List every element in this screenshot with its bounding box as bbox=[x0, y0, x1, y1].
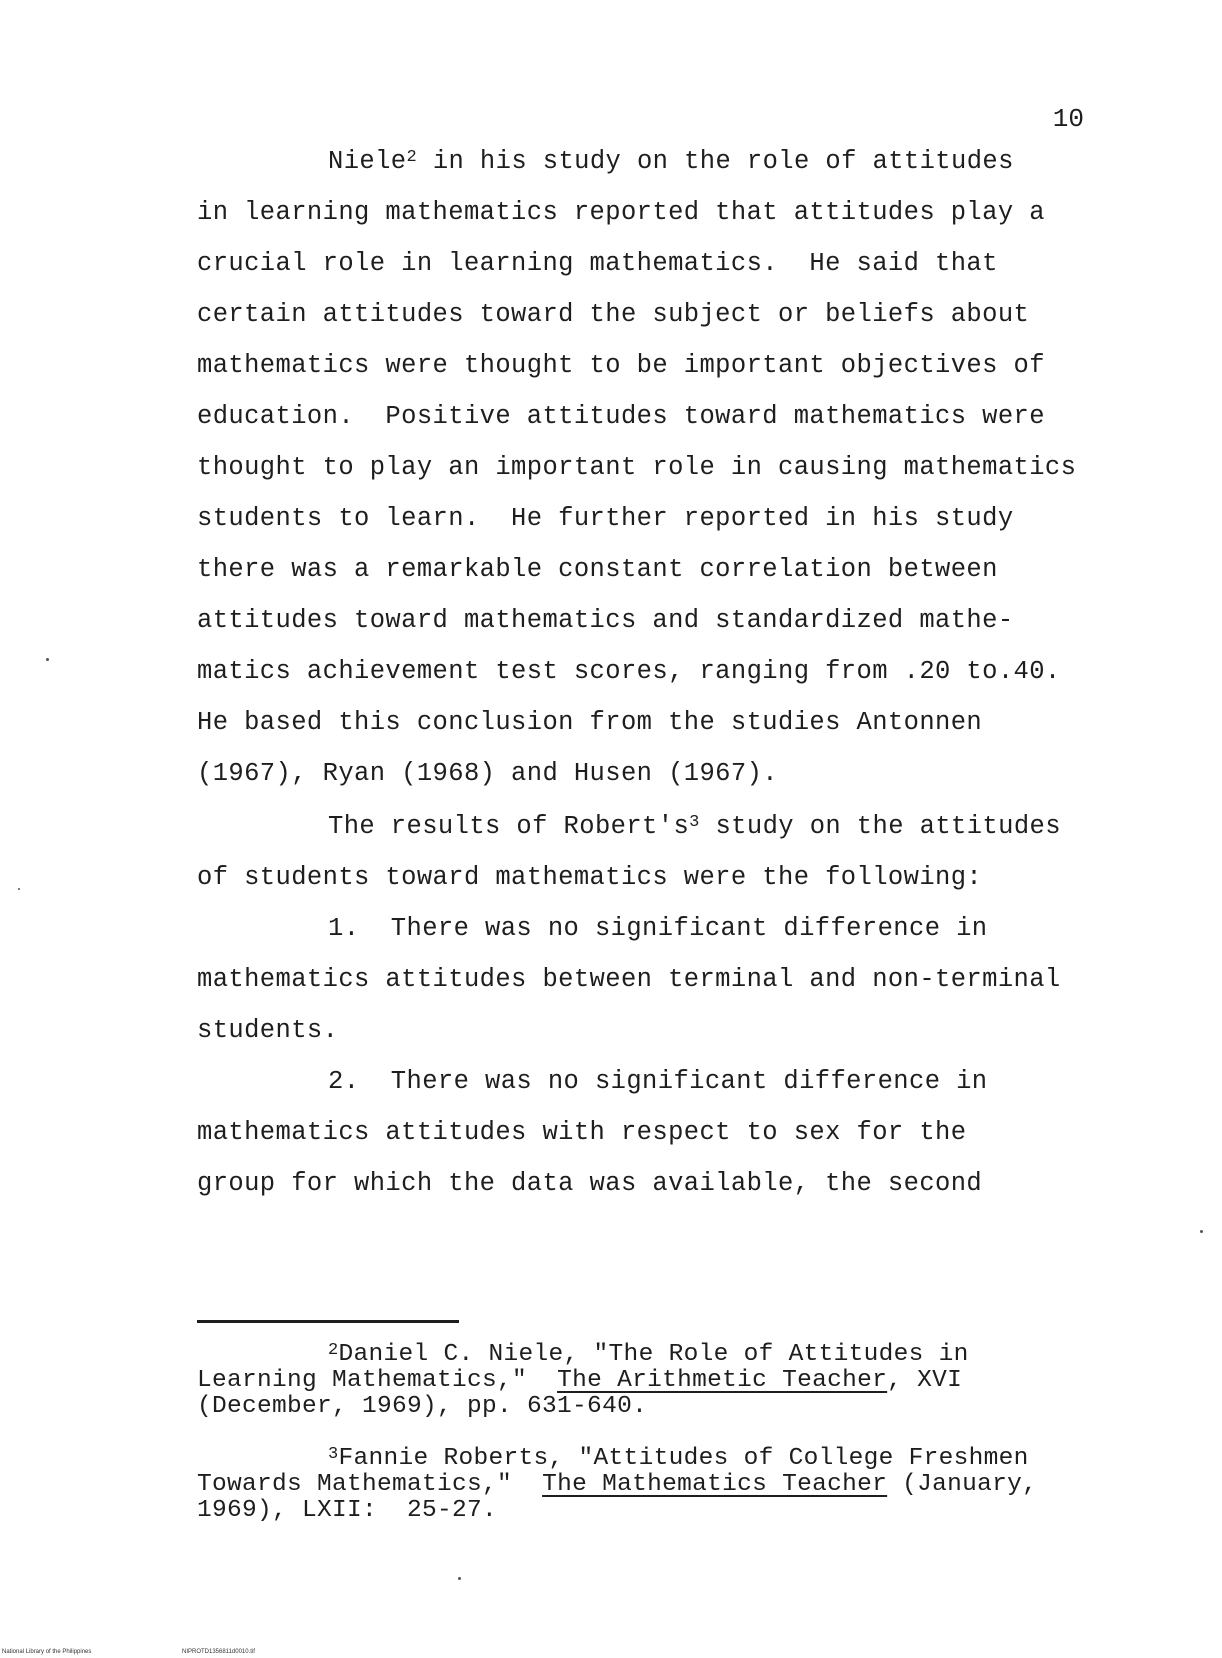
footnote-text: Learning Mathematics," bbox=[197, 1367, 558, 1394]
footnote-line bbox=[197, 1368, 962, 1394]
footnote-line: (December, 1969), pp. 631-640. bbox=[197, 1393, 648, 1420]
body-line: thought to play an important role in causing mathematics bbox=[197, 453, 1077, 482]
journal-title: The Mathematics Teacher bbox=[542, 1471, 888, 1498]
body-line: certain attitudes toward the subject or beliefs about bbox=[197, 300, 1030, 329]
footnote-text: (January, bbox=[887, 1471, 1038, 1498]
footnote-text: Towards Mathematics," bbox=[197, 1471, 543, 1498]
scan-speck bbox=[458, 1577, 461, 1580]
body-line: matics achievement test scores, ranging from .20 to.40. bbox=[197, 657, 1061, 686]
page-number: 10 bbox=[1052, 104, 1084, 134]
list-item-line: 1. There was no significant difference in bbox=[328, 914, 988, 943]
footnote-marker: 2 bbox=[328, 1341, 339, 1360]
scan-speck bbox=[18, 888, 20, 890]
body-text: The results of Robert's bbox=[328, 812, 690, 841]
body-line: students to learn. He further reported in his study bbox=[197, 504, 1014, 533]
body-line: attitudes toward mathematics and standardized mathe- bbox=[197, 606, 1014, 635]
body-line: education. Positive attitudes toward mathematics were bbox=[197, 402, 1045, 431]
body-line: in learning mathematics reported that attitudes play a bbox=[197, 198, 1045, 227]
list-item-line: group for which the data was available, the second bbox=[197, 1169, 983, 1198]
body-text: study on the attitudes bbox=[699, 812, 1061, 841]
footnote-line bbox=[328, 1446, 1029, 1472]
body-line: (1967), Ryan (1968) and Husen (1967). bbox=[197, 759, 778, 788]
scan-speck bbox=[46, 658, 49, 661]
footnote-ref: 2 bbox=[406, 148, 418, 167]
scan-speck bbox=[1200, 1230, 1203, 1233]
body-line: crucial role in learning mathematics. He said that bbox=[197, 249, 998, 278]
footnote-line bbox=[328, 1342, 969, 1368]
list-item-line: mathematics attitudes between terminal and non-terminal bbox=[197, 965, 1061, 994]
body-line: He based this conclusion from the studies Antonnen bbox=[197, 708, 983, 737]
list-item-line: 2. There was no significant difference in bbox=[328, 1067, 988, 1096]
footnote-line bbox=[197, 1472, 1037, 1498]
author-name: Niele bbox=[328, 147, 407, 176]
footnote-text: Fannie Roberts, "Attitudes of College Freshmen bbox=[338, 1445, 1029, 1472]
footnote-line: 1969), LXII: 25-27. bbox=[197, 1497, 498, 1524]
body-line: there was a remarkable constant correlation between bbox=[197, 555, 998, 584]
list-item-line: students. bbox=[197, 1016, 339, 1045]
scan-footer-right: NIPROTD1356811d0010.tif bbox=[182, 1649, 255, 1655]
list-item-line: mathematics attitudes with respect to sex for the bbox=[197, 1118, 967, 1147]
body-text: in his study on the role of attitudes bbox=[417, 147, 1014, 176]
footnote-ref: 3 bbox=[689, 813, 700, 832]
footnote-text: Daniel C. Niele, "The Role of Attitudes in bbox=[338, 1341, 969, 1368]
body-line: of students toward mathematics were the following: bbox=[197, 863, 983, 892]
footnote-text: , XVI bbox=[887, 1367, 963, 1394]
footnote-separator bbox=[197, 1320, 459, 1323]
footnote-marker: 3 bbox=[328, 1445, 339, 1464]
body-line bbox=[328, 146, 1014, 178]
body-line: mathematics were thought to be important objectives of bbox=[197, 351, 1045, 380]
scan-footer-left: National Library of the Philippines bbox=[2, 1649, 92, 1655]
body-line bbox=[328, 811, 1061, 843]
journal-title: The Arithmetic Teacher bbox=[557, 1367, 888, 1394]
